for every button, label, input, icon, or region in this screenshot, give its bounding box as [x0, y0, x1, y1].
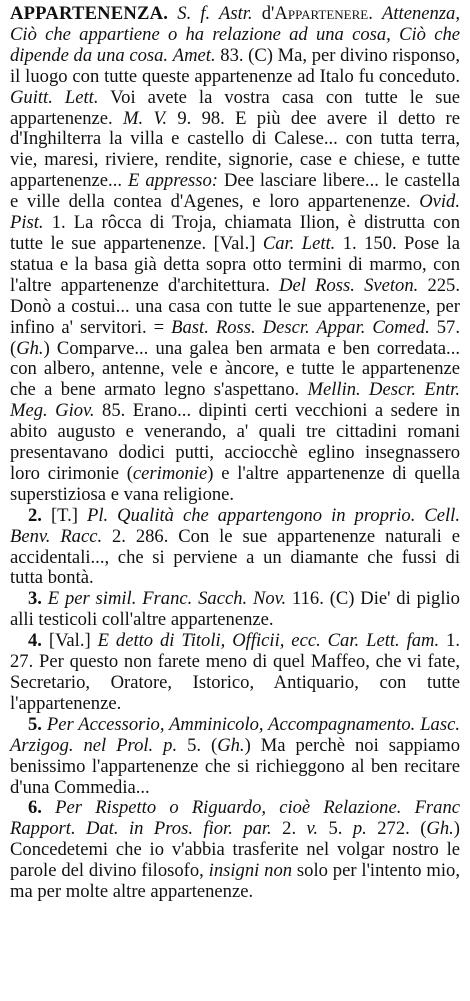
- text-run: v.: [306, 818, 319, 840]
- text-run: ) Ma perchè noi sappiamo benissimo l'appartenenze che si richieggono al ben recitare d'una Commedia...: [10, 734, 460, 798]
- text-run: 116. (C) Die' di piglio alli testicoli coll'altre appartenenze.: [10, 588, 460, 631]
- text-run: ) Comparve... una galea ben armata e ben corredata... con albero, antenne, vele e àncore, e tutte le appartenenze che a bene armato legno s'aspettano.: [10, 337, 460, 401]
- text-run: [321, 630, 328, 651]
- text-run: [T.]: [41, 504, 87, 526]
- text-run: 1. 150. Pose la statua e la basa già detta sopra otto termini di marmo, con l'altre appartenenze d'architettura.: [10, 232, 461, 296]
- entry-main-definition: [10, 4, 460, 506]
- text-run: E appresso:: [127, 170, 218, 192]
- text-run: ) Concedetemi che io v'abbia trasferite nel volgar nostro le parole del divino filosofo,: [10, 818, 460, 882]
- text-run: 5.: [318, 818, 353, 840]
- text-run: d': [261, 3, 275, 24]
- text-run: Appartenere: [274, 3, 369, 24]
- text-run: [Val.]: [41, 630, 98, 652]
- text-run: Franc Rapport. Dat. in Pros. fior. par.: [10, 797, 461, 840]
- entry-headword: APPARTENENZA.: [10, 3, 169, 24]
- text-run: 4.: [28, 630, 42, 652]
- sense-4: [10, 631, 460, 715]
- text-run: 57. (: [10, 316, 460, 359]
- text-run: 9. 98. E più dee avere il detto re d'Inghilterra la villa e castello di Calese... con tutta terra, vie, maresi, riviere, rendite, signorie, case e chiese, e tutte appartenenze...: [10, 107, 460, 192]
- text-run: 5. (: [177, 734, 218, 756]
- text-run: Gh.: [217, 734, 245, 756]
- sense-3: [10, 589, 460, 631]
- text-run: Mellin. Descr. Entr. Meg. Giov.: [10, 379, 460, 422]
- text-run: Gh.: [16, 337, 44, 359]
- text-run: 2. 286. Con le sue appartenenze naturali e accidentali..., che si perviene a un diamante che fussi di tutta bontà.: [10, 525, 460, 589]
- text-run: 3.: [28, 588, 42, 610]
- text-run: Car. Lett.: [262, 232, 336, 254]
- text-run: 225. Donò a costui... una casa con tutte le sue appartenenze, per infino a' servitori. =: [10, 274, 460, 338]
- text-run: .: [368, 3, 383, 24]
- text-run: 2.: [271, 818, 307, 840]
- text-run: 83. (C) Ma, per divino risponso, il luogo con tutte queste appartenenze ad Italo fu conceduto.: [10, 44, 460, 87]
- text-run: 1. 27. Per questo non farete meno di quel Maffeo, che vi fate, Secretario, Oratore, Istorico, Antiquario, con tutte l'appartenenze.: [10, 630, 461, 714]
- text-run: Per Rispetto o Riguardo, cioè Relazione.: [55, 797, 402, 819]
- text-run: 6.: [28, 797, 42, 819]
- text-run: E detto di Titoli, Officii, ecc.: [97, 630, 321, 652]
- text-run: Amet.: [172, 44, 216, 66]
- numbered-senses: [10, 506, 460, 903]
- sense-2: [10, 506, 460, 590]
- text-run: 272. (: [366, 818, 427, 840]
- text-run: Franc. Sacch. Nov.: [142, 588, 287, 610]
- text-run: Dee lasciare libere... le castella e ville della contea d'Agenes, e loro appartenenze.: [10, 170, 460, 213]
- text-run: 1. La rôcca di Troja, chiamata Ilion, è distrutta con tutte le sue appartenenze. [Val.]: [10, 212, 460, 254]
- text-run: Voi avete la vostra casa con tutte le sue appartenenze.: [10, 86, 460, 129]
- text-run: Attenenza, Ciò che appartiene o ha relazione ad una cosa, Ciò che dipende da una cosa.: [10, 3, 460, 66]
- text-run: solo per l'intento mio, ma per molte altre appartenenze.: [10, 860, 461, 903]
- text-run: Del Ross. Sveton.: [279, 274, 419, 296]
- text-run: Gh.: [426, 818, 454, 840]
- text-run: Guitt. Lett.: [10, 86, 99, 108]
- text-run: 5.: [28, 713, 42, 735]
- grammar-label: S. f. Astr.: [177, 3, 253, 24]
- text-run: Cell. Benv. Racc.: [10, 504, 460, 547]
- text-run: Lasc. Arzigog. nel Prol. p.: [10, 713, 460, 756]
- text-run: 85. Erano... dipinti certi vecchioni a sedere in abito augusto e venerando, a' quali tre cittadini romani presentavano dodici putti, acciocchè eglino insegnassero loro cirimonie (: [10, 400, 460, 484]
- text-run: ) e l'altre appartenenze di quella superstiziosa e vana religione.: [10, 462, 460, 505]
- text-run: Ovid. Pist.: [10, 191, 460, 234]
- text-run: [401, 797, 414, 818]
- text-run: E per simil.: [47, 588, 137, 610]
- text-run: [415, 505, 424, 526]
- sense-5: [10, 715, 460, 799]
- text-run: [42, 797, 55, 818]
- text-run: insigni non: [208, 860, 293, 882]
- text-run: M. V.: [123, 107, 168, 129]
- text-run: Per Accessorio, Amminicolo, Accompagnamento.: [46, 713, 416, 735]
- sense-6: [10, 798, 460, 903]
- text-run: Bast. Ross. Descr. Appar. Comed.: [171, 316, 430, 338]
- text-run: p.: [352, 818, 367, 840]
- text-run: Car. Lett. fam.: [327, 630, 440, 652]
- text-run: cerimonie: [132, 462, 208, 484]
- text-run: Pl. Qualità che appartengono in proprio.: [86, 504, 416, 526]
- main-definition-text: [10, 3, 460, 505]
- text-run: 2.: [28, 504, 42, 526]
